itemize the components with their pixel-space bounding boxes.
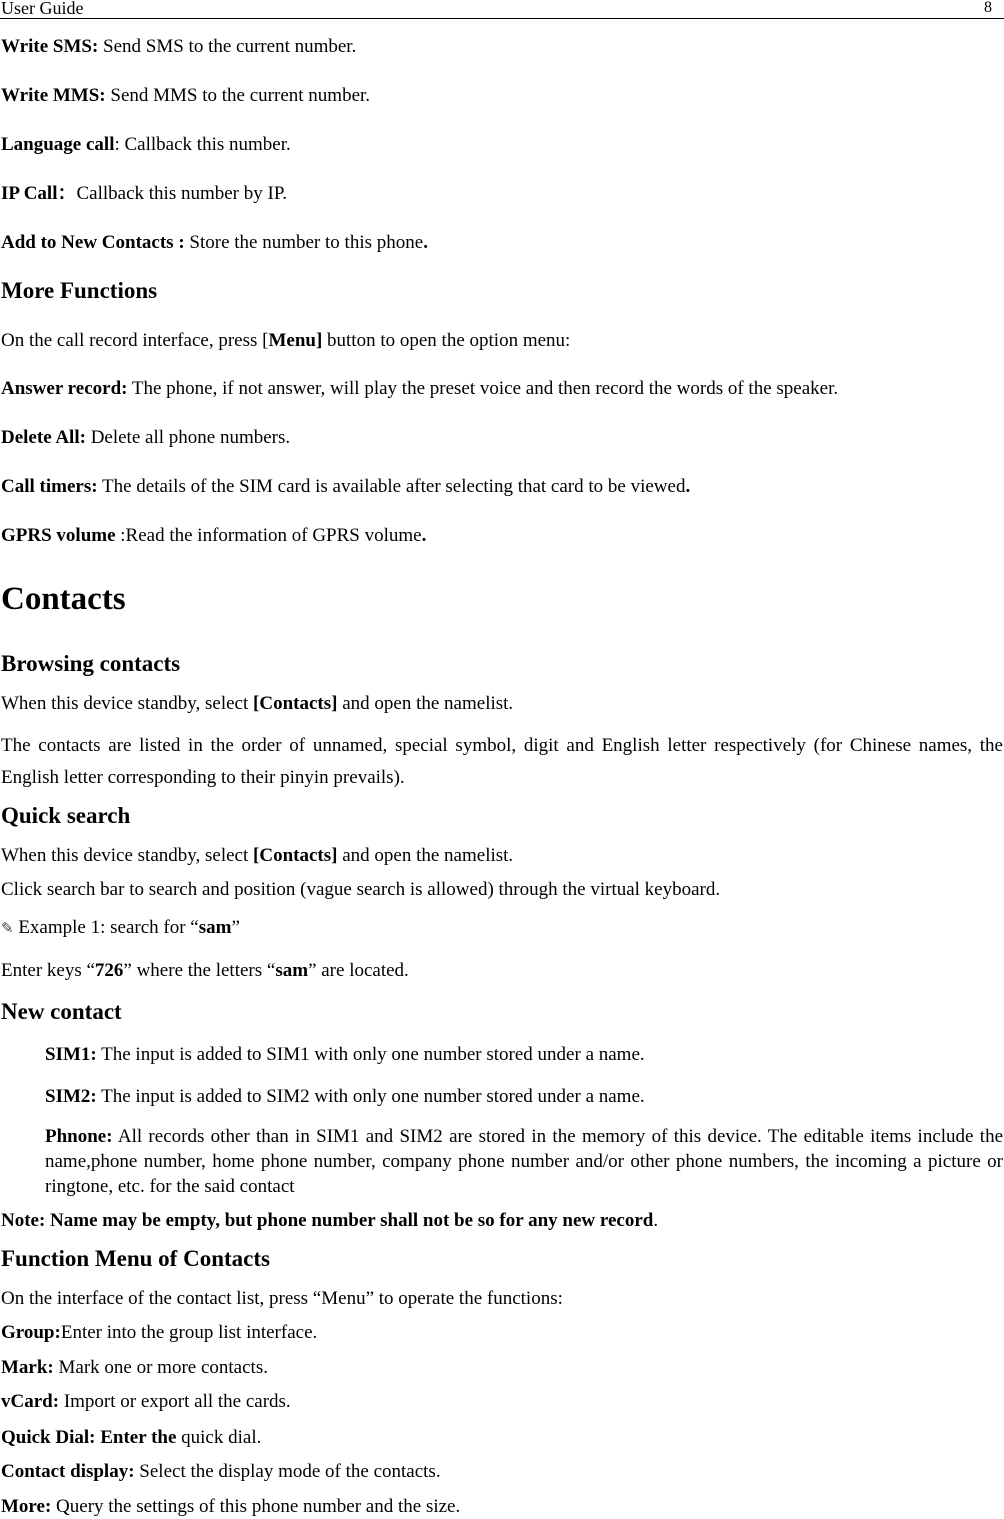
menu-item-quick-dial: Quick Dial: Enter the quick dial. [1,1427,262,1448]
new-contact-phone: Phnone: All records other than in SIM1 and SIM2 are stored in the memory of this device. The editable items include the name,phone number, home phone number, company phone number and/or other phone numbers, the incoming a picture or ringtone, etc. for the said contact [45,1126,1003,1197]
new-contact-heading: New contact [1,999,122,1024]
pencil-icon: ✎ [1,919,14,937]
option-add-contact: Add to New Contacts : Store the number to this phone. [1,232,428,253]
item-delete-all: Delete All: Delete all phone numbers. [1,427,291,448]
option-ip-call: IP Call：Callback this number by IP. [1,183,288,204]
function-menu-heading: Function Menu of Contacts [1,1246,270,1271]
enter-keys-line: Enter keys “726” where the letters “sam” are located. [1,960,409,981]
menu-item-more: More: Query the settings of this phone number and the size. [1,1496,461,1517]
browsing-paragraph: The contacts are listed in the order of unnamed, special symbol, digit and English letter respectively (for Chinese names, the English letter corresponding to their pinyin prevails). [1,735,1003,788]
quick-search-line2: Click search bar to search and position (vague search is allowed) through the virtual keyboard. [1,879,721,900]
item-gprs-volume: GPRS volume :Read the information of GPRS volume. [1,525,427,546]
more-functions-intro: On the call record interface, press [Menu] button to open the option menu: [1,330,571,351]
page-header [0,0,1004,19]
new-contact-note: Note: Name may be empty, but phone number shall not be so for any new record. [1,1210,659,1231]
quick-search-heading: Quick search [1,803,131,828]
menu-item-contact-display: Contact display: Select the display mode of the contacts. [1,1461,441,1482]
quick-search-line1: When this device standby, select [Contacts] and open the namelist. [1,845,514,866]
new-contact-sim2: SIM2: The input is added to SIM2 with only one number stored under a name. [45,1086,645,1107]
browsing-contacts-heading: Browsing contacts [1,651,181,676]
page-number: 8 [984,0,992,16]
browsing-line: When this device standby, select [Contacts] and open the namelist. [1,693,514,714]
example-line: ✎ Example 1: search for “sam” [1,917,240,938]
contacts-heading: Contacts [1,581,126,617]
function-menu-intro: On the interface of the contact list, press “Menu” to operate the functions: [1,1288,563,1309]
new-contact-sim1: SIM1: The input is added to SIM1 with only one number stored under a name. [45,1044,645,1065]
option-write-sms: Write SMS: Send SMS to the current number. [1,36,357,57]
menu-item-vcard: vCard: Import or export all the cards. [1,1391,291,1412]
menu-item-group: Group:Enter into the group list interface. [1,1322,318,1343]
option-language-call: Language call: Callback this number. [1,134,291,155]
menu-item-mark: Mark: Mark one or more contacts. [1,1357,268,1378]
item-answer-record: Answer record: The phone, if not answer, will play the preset voice and then record the words of the speaker. [1,378,839,399]
item-call-timers: Call timers: The details of the SIM card is available after selecting that card to be viewed. [1,476,691,497]
header-title: User Guide [1,0,84,18]
option-write-mms: Write MMS: Send MMS to the current number. [1,85,371,106]
more-functions-heading: More Functions [1,278,158,303]
